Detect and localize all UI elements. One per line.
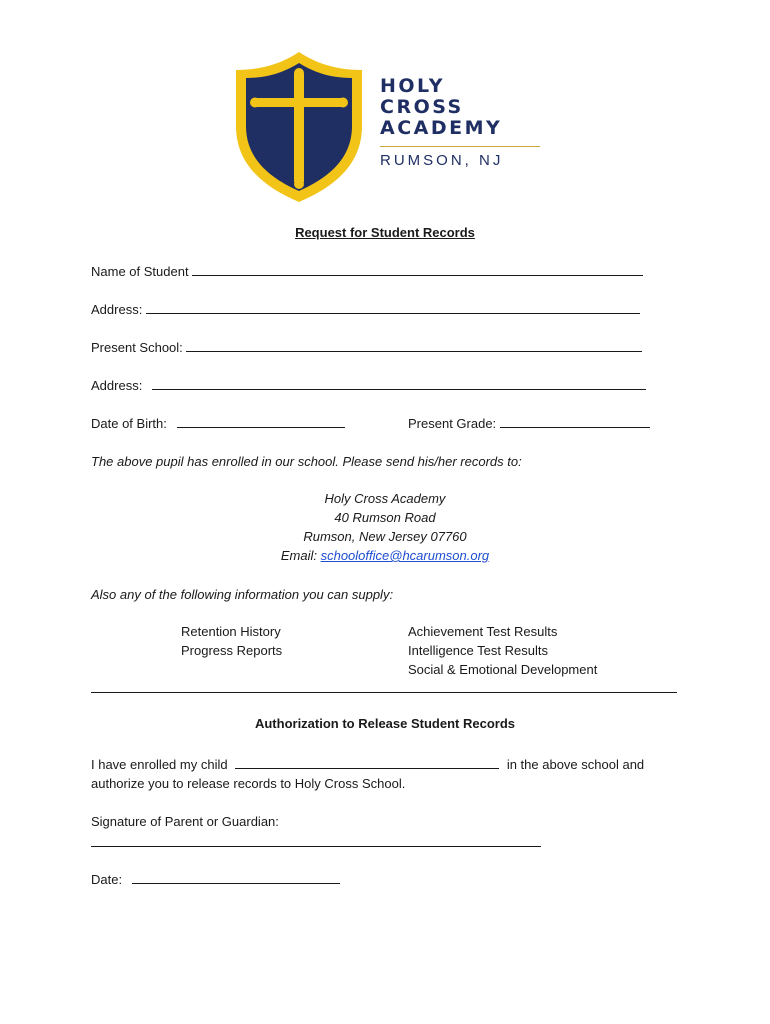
school-name: Holy Cross Academy (324, 491, 446, 506)
present-school-row (91, 338, 642, 357)
grade-row (408, 414, 650, 433)
school-email-row (0, 546, 770, 565)
school-city: Rumson, New Jersey 07760 (303, 529, 467, 544)
logo-text-cross: CROSS (380, 96, 464, 118)
student-name-label: Name of Student (91, 264, 189, 279)
address1-field[interactable] (146, 300, 640, 314)
address2-label: Address: (91, 378, 143, 393)
list-item: Progress Reports (181, 643, 283, 658)
info-list-right (408, 622, 597, 679)
authorization-prefix: I have enrolled my child (91, 757, 228, 772)
school-email-link[interactable]: schooloffice@hcarumson.org (320, 548, 490, 563)
email-label: Email: (280, 548, 317, 563)
shield-cross-icon (224, 48, 374, 208)
date-field[interactable] (132, 870, 340, 884)
student-name-field[interactable] (192, 262, 643, 276)
signature-label: Signature of Parent or Guardian: (91, 814, 279, 829)
logo-text-academy: ACADEMY (380, 117, 503, 139)
also-note: Also any of the following information you can supply: (91, 587, 394, 602)
dob-label: Date of Birth: (91, 416, 167, 431)
date-label: Date: (91, 872, 123, 887)
info-list-left (181, 622, 282, 660)
address1-row (91, 300, 640, 319)
authorization-suffix: in the above school and (506, 757, 645, 772)
authorization-title: Authorization to Release Student Records (254, 716, 516, 731)
authorization-line2: authorize you to release records to Holy Cross School. (91, 776, 406, 791)
enrolled-note: The above pupil has enrolled in our school. Please send his/her records to: (91, 454, 522, 469)
logo-location: RUMSON, NJ (380, 152, 504, 169)
student-name-row (91, 262, 643, 281)
present-school-label: Present School: (91, 340, 183, 355)
child-name-field[interactable] (235, 755, 499, 769)
date-row (91, 870, 340, 889)
authorization-line1 (91, 755, 644, 774)
address2-field[interactable] (152, 376, 646, 390)
list-item: Social & Emotional Development (408, 662, 598, 677)
school-address-block (0, 489, 770, 565)
address1-label: Address: (91, 302, 143, 317)
logo-divider (380, 146, 540, 147)
dob-field[interactable] (177, 414, 345, 428)
list-item: Retention History (181, 624, 281, 639)
grade-label: Present Grade: (408, 416, 497, 431)
grade-field[interactable] (500, 414, 650, 428)
list-item: Intelligence Test Results (408, 643, 548, 658)
signature-field[interactable] (91, 846, 541, 847)
present-school-field[interactable] (186, 338, 642, 352)
list-item: Achievement Test Results (408, 624, 558, 639)
dob-row (91, 414, 345, 433)
school-street: 40 Rumson Road (334, 510, 436, 525)
address2-row (91, 376, 646, 395)
logo-text-holy: HOLY (380, 75, 445, 97)
form-title: Request for Student Records (295, 225, 475, 240)
section-divider (91, 692, 677, 693)
